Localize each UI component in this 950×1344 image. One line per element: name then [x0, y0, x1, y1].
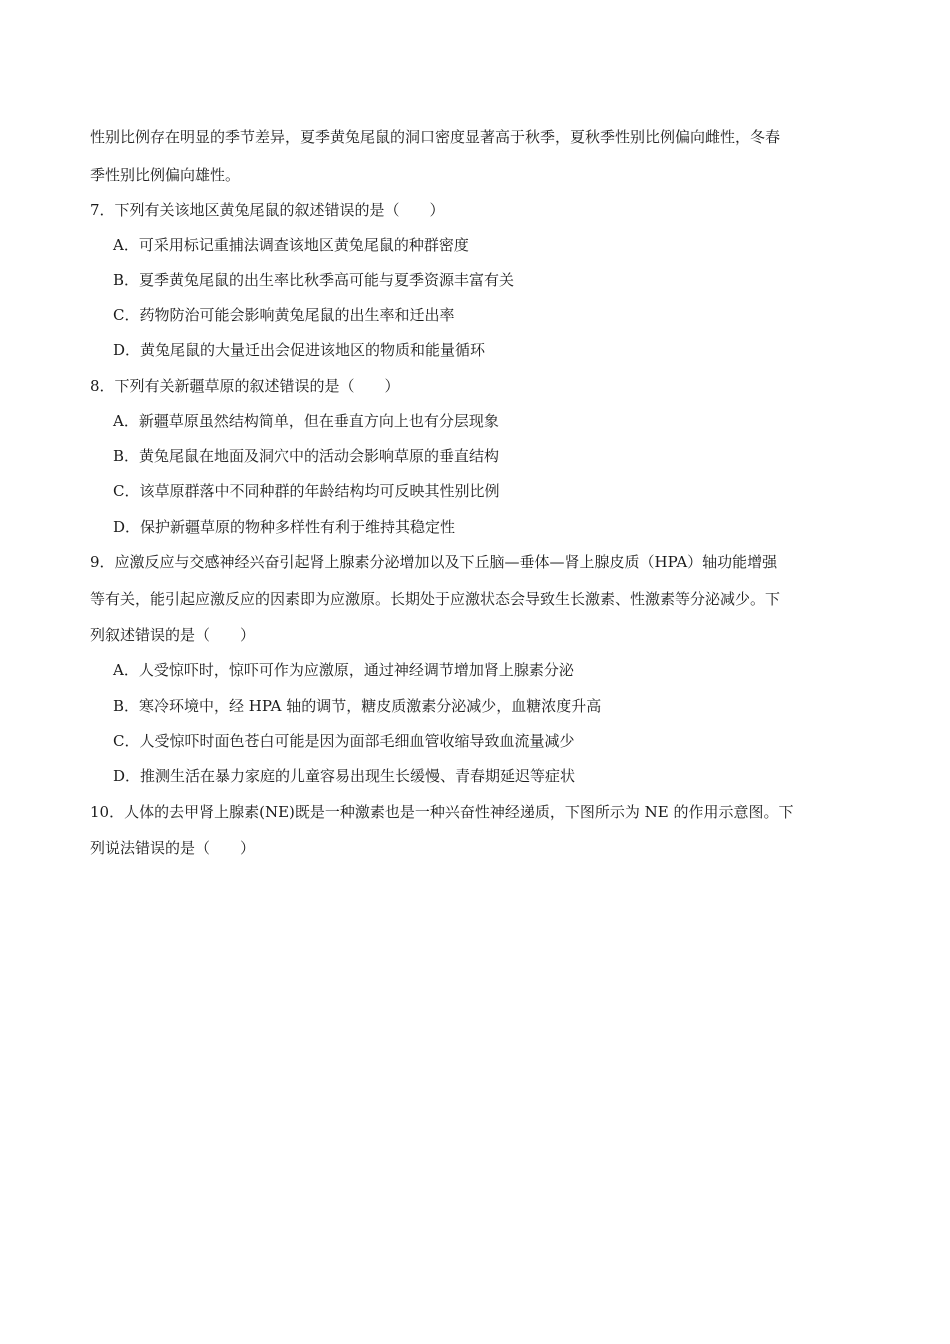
question-7-option-b: B．夏季黄兔尾鼠的出生率比秋季高可能与夏季资源丰富有关: [113, 271, 515, 289]
question-9-stem-line-3: 列叙述错误的是（ ）: [90, 626, 256, 644]
question-9-stem-line-2: 等有关，能引起应激反应的因素即为应激原。长期处于应激状态会导致生长激素、性激素等分泌减少。下: [90, 590, 781, 608]
question-7-option-d: D．黄兔尾鼠的大量迁出会促进该地区的物质和能量循环: [113, 341, 486, 359]
intro-text-line-1: 性别比例存在明显的季节差异，夏季黄兔尾鼠的洞口密度显著高于秋季，夏秋季性别比例偏向雌性，冬春: [90, 128, 781, 146]
question-10-stem-line-1: 10．人体的去甲肾上腺素(NE)既是一种激素也是一种兴奋性神经递质，下图所示为 NE 的作用示意图。下: [90, 803, 794, 821]
question-7-option-a: A．可采用标记重捕法调查该地区黄兔尾鼠的种群密度: [113, 236, 469, 254]
question-9-option-b: B．寒冷环境中，经 HPA 轴的调节，糖皮质激素分泌减少，血糖浓度升高: [113, 697, 602, 715]
question-9-option-d: D．推测生活在暴力家庭的儿童容易出现生长缓慢、青春期延迟等症状: [113, 767, 576, 785]
intro-text-line-2: 季性别比例偏向雄性。: [90, 166, 241, 184]
question-9-option-a: A．人受惊吓时，惊吓可作为应激原，通过神经调节增加肾上腺素分泌: [113, 661, 574, 679]
question-10-stem-line-2: 列说法错误的是（ ）: [90, 839, 256, 857]
question-7-stem: 7．下列有关该地区黄兔尾鼠的叙述错误的是（ ）: [90, 201, 445, 219]
question-8-option-c: C．该草原群落中不同种群的年龄结构均可反映其性别比例: [113, 482, 500, 500]
question-7-option-c: C．药物防治可能会影响黄兔尾鼠的出生率和迁出率: [113, 306, 455, 324]
question-9-stem-line-1: 9．应激反应与交感神经兴奋引起肾上腺素分泌增加以及下丘脑—垂体—肾上腺皮质（HPA）轴功能增强: [90, 553, 778, 571]
question-8-stem: 8．下列有关新疆草原的叙述错误的是（ ）: [90, 377, 400, 395]
question-8-option-a: A．新疆草原虽然结构简单，但在垂直方向上也有分层现象: [113, 412, 499, 430]
question-9-option-c: C．人受惊吓时面色苍白可能是因为面部毛细血管收缩导致血流量减少: [113, 732, 575, 750]
question-8-option-b: B．黄兔尾鼠在地面及洞穴中的活动会影响草原的垂直结构: [113, 447, 500, 465]
question-8-option-d: D．保护新疆草原的物种多样性有利于维持其稳定性: [113, 518, 456, 536]
